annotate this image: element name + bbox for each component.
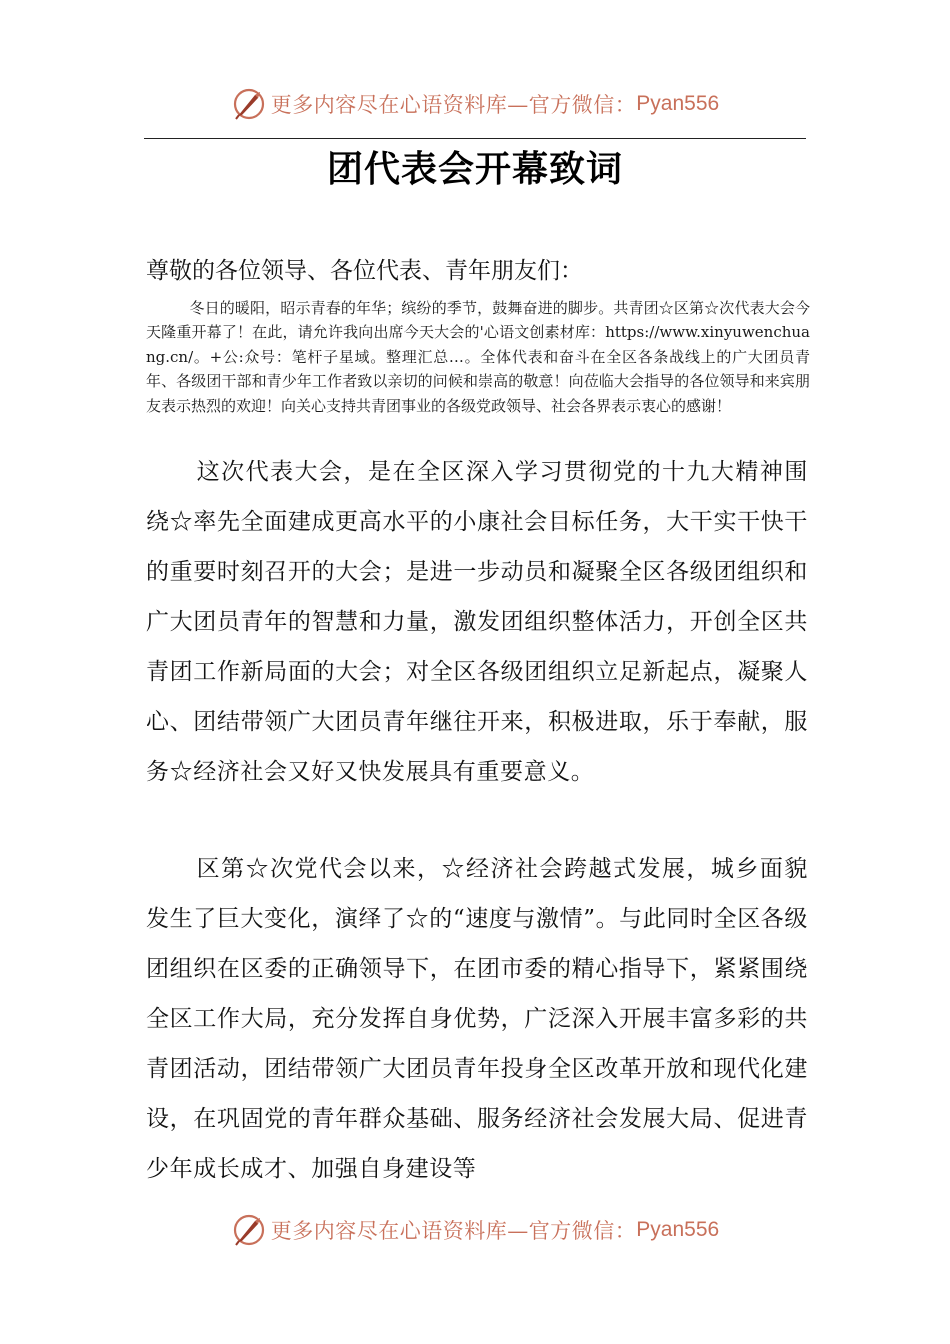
salutation: 尊敬的各位领导、各位代表、青年朋友们： [146,258,583,284]
document-title: 团代表会开幕致词 [326,149,623,190]
header-divider [144,138,806,139]
footer-banner-text: 更多内容尽在心语资料库—官方微信： [270,1219,637,1243]
footer-banner-id: Pyan556 [636,1218,720,1241]
quill-logo-icon [231,86,267,122]
quill-logo-icon [231,1212,267,1248]
header-banner-text: 更多内容尽在心语资料库—官方微信： [270,93,637,117]
header-banner-id: Pyan556 [636,92,720,115]
body-paragraph-1: 这次代表大会，是在全区深入学习贯彻党的十九大精神围绕☆率先全面建成更高水平的小康社会目标任务，大干实干快干的重要时刻召开的大会；是进一步动员和凝聚全区各级团组织和广大团员青年的智慧和力量，激发团组织整体活力，开创全区共青团工作新局面的大会；对全区各级团组织立足新起点，凝聚人心、团结带领广大团员青年继往开来，积极进取，乐于奉献，服务☆经济社会又好又快发展具有重要意义。 [146,459,808,785]
header-banner [0,82,950,126]
intro-paragraph: 冬日的暖阳，昭示青春的年华；缤纷的季节，鼓舞奋进的脚步。共青团☆区第☆次代表大会今天隆重开幕了！在此，请允许我向出席今天大会的'心语文创素材库：https://www.xinyuwenchuang.cn/。+公:众号：笔杆子星域。整理汇总…。全体代表和奋斗在全区各条战线上的广大团员青年、各级团干部和青少年工作者致以亲切的问候和崇高的敬意！向莅临大会指导的各位领导和来宾朋友表示热烈的欢迎！向关心支持共青团事业的各级党政领导、社会各界表示衷心的感谢！ [146,299,810,415]
body-paragraph-2: 区第☆次党代会以来，☆经济社会跨越式发展，城乡面貌发生了巨大变化，演绎了☆的“速度与激情”。与此同时全区各级团组织在区委的正确领导下，在团市委的精心指导下，紧紧围绕全区工作大局，充分发挥自身优势，广泛深入开展丰富多彩的共青团活动，团结带领广大团员青年投身全区改革开放和现代化建设，在巩固党的青年群众基础、服务经济社会发展大局、促进青少年成长成才、加强自身建设等 [146,856,808,1182]
footer-banner [0,1208,950,1252]
